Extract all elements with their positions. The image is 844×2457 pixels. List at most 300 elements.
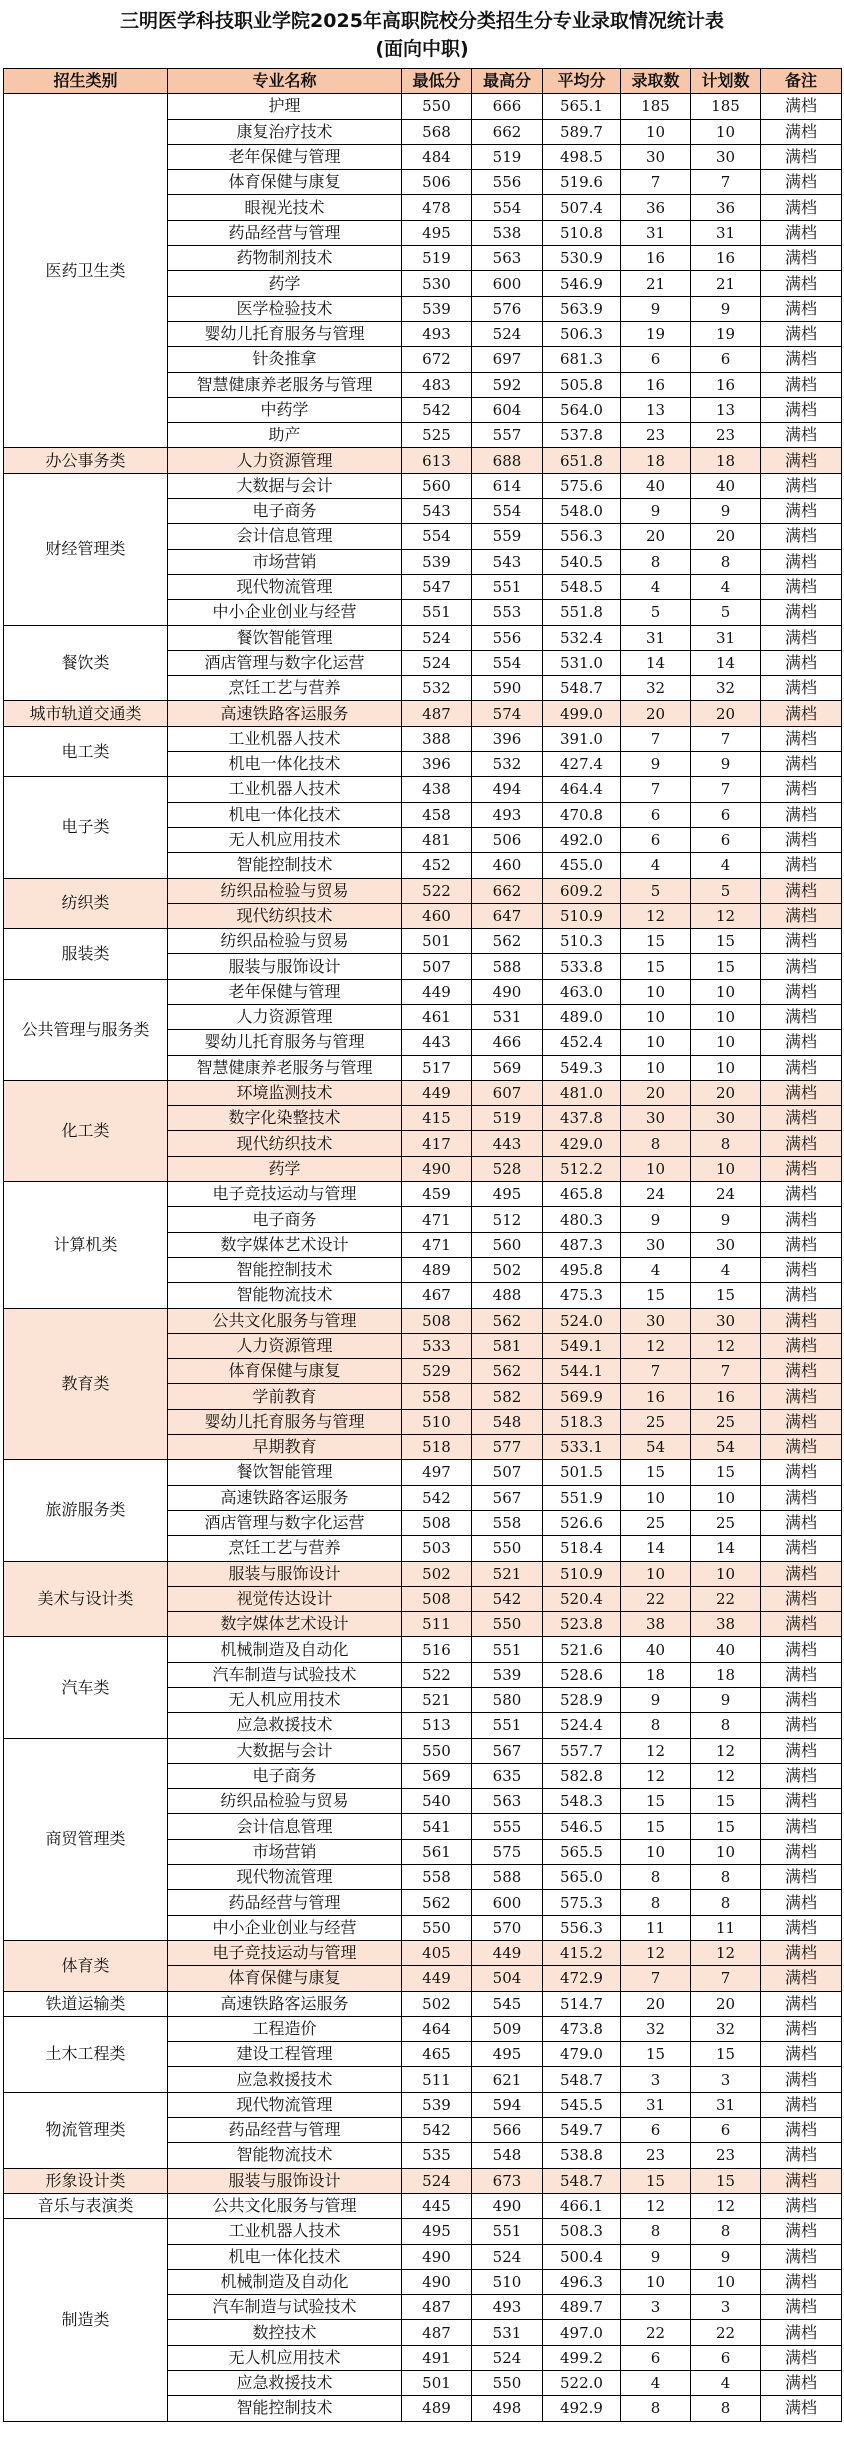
major-cell: 机电一体化技术	[168, 802, 402, 827]
planned-cell: 19	[691, 321, 761, 346]
avg-cell: 533.1	[543, 1435, 621, 1460]
major-cell: 学前教育	[168, 1384, 402, 1409]
planned-cell: 25	[691, 1510, 761, 1535]
major-cell: 服装与服饰设计	[168, 954, 402, 979]
table-row	[4, 1738, 842, 1763]
avg-cell: 472.9	[543, 1966, 621, 1991]
admitted-cell: 9	[621, 1207, 691, 1232]
min-cell: 511	[402, 1612, 472, 1637]
major-cell: 人力资源管理	[168, 1004, 402, 1029]
remark-cell: 满档	[761, 1485, 842, 1510]
max-cell: 490	[472, 979, 543, 1004]
table-row	[4, 726, 842, 751]
max-cell: 396	[472, 726, 543, 751]
remark-cell: 满档	[761, 2295, 842, 2320]
max-cell: 493	[472, 2295, 543, 2320]
avg-cell: 500.4	[543, 2244, 621, 2269]
planned-cell: 31	[691, 625, 761, 650]
remark-cell: 满档	[761, 296, 842, 321]
remark-cell: 满档	[761, 499, 842, 524]
admitted-cell: 10	[621, 1156, 691, 1181]
remark-cell: 满档	[761, 1688, 842, 1713]
remark-cell: 满档	[761, 1055, 842, 1080]
planned-cell: 3	[691, 2067, 761, 2092]
avg-cell: 495.8	[543, 1257, 621, 1282]
remark-cell: 满档	[761, 1991, 842, 2016]
table-row	[4, 625, 842, 650]
planned-cell: 15	[691, 1283, 761, 1308]
remark-cell: 满档	[761, 2269, 842, 2294]
avg-cell: 582.8	[543, 1763, 621, 1788]
admitted-cell: 15	[621, 954, 691, 979]
avg-cell: 548.7	[543, 676, 621, 701]
category-cell: 商贸管理类	[4, 1738, 168, 1940]
max-cell: 574	[472, 701, 543, 726]
max-cell: 567	[472, 1738, 543, 1763]
avg-cell: 589.7	[543, 119, 621, 144]
min-cell: 522	[402, 878, 472, 903]
min-cell: 483	[402, 372, 472, 397]
max-cell: 621	[472, 2067, 543, 2092]
major-cell: 婴幼儿托育服务与管理	[168, 1030, 402, 1055]
min-cell: 493	[402, 321, 472, 346]
max-cell: 594	[472, 2092, 543, 2117]
admitted-cell: 10	[621, 1030, 691, 1055]
max-cell: 488	[472, 1283, 543, 1308]
remark-cell: 满档	[761, 473, 842, 498]
max-cell: 557	[472, 423, 543, 448]
planned-cell: 54	[691, 1435, 761, 1460]
avg-cell: 505.8	[543, 372, 621, 397]
planned-cell: 4	[691, 574, 761, 599]
admitted-cell: 4	[621, 1257, 691, 1282]
avg-cell: 489.0	[543, 1004, 621, 1029]
min-cell: 532	[402, 676, 472, 701]
avg-cell: 510.8	[543, 220, 621, 245]
planned-cell: 8	[691, 549, 761, 574]
remark-cell: 满档	[761, 1586, 842, 1611]
category-cell: 电工类	[4, 726, 168, 777]
major-cell: 应急救援技术	[168, 1713, 402, 1738]
major-cell: 智能物流技术	[168, 1283, 402, 1308]
admitted-cell: 11	[621, 1915, 691, 1940]
avg-cell: 548.7	[543, 2168, 621, 2193]
max-cell: 524	[472, 321, 543, 346]
avg-cell: 508.3	[543, 2219, 621, 2244]
major-cell: 餐饮智能管理	[168, 1460, 402, 1485]
planned-cell: 18	[691, 448, 761, 473]
max-cell: 577	[472, 1435, 543, 1460]
major-cell: 现代纺织技术	[168, 1131, 402, 1156]
planned-cell: 10	[691, 1030, 761, 1055]
remark-cell: 满档	[761, 1460, 842, 1485]
table-row	[4, 2016, 842, 2041]
remark-cell: 满档	[761, 1940, 842, 1965]
major-cell: 中药学	[168, 397, 402, 422]
min-cell: 508	[402, 1586, 472, 1611]
remark-cell: 满档	[761, 574, 842, 599]
avg-cell: 546.9	[543, 271, 621, 296]
planned-cell: 9	[691, 296, 761, 321]
major-cell: 电子竞技运动与管理	[168, 1940, 402, 1965]
major-cell: 康复治疗技术	[168, 119, 402, 144]
avg-cell: 492.9	[543, 2396, 621, 2421]
remark-cell: 满档	[761, 1333, 842, 1358]
major-cell: 体育保健与康复	[168, 1966, 402, 1991]
planned-cell: 9	[691, 499, 761, 524]
admitted-cell: 7	[621, 777, 691, 802]
planned-cell: 10	[691, 1839, 761, 1864]
avg-cell: 565.0	[543, 1865, 621, 1890]
admitted-cell: 14	[621, 1536, 691, 1561]
min-cell: 478	[402, 195, 472, 220]
max-cell: 498	[472, 2396, 543, 2421]
avg-cell: 549.3	[543, 1055, 621, 1080]
min-cell: 495	[402, 2219, 472, 2244]
remark-cell: 满档	[761, 2371, 842, 2396]
avg-cell: 556.3	[543, 1915, 621, 1940]
table-row	[4, 2193, 842, 2218]
category-cell: 美术与设计类	[4, 1561, 168, 1637]
major-cell: 高速铁路客运服务	[168, 1991, 402, 2016]
remark-cell: 满档	[761, 321, 842, 346]
avg-cell: 501.5	[543, 1460, 621, 1485]
major-cell: 烹饪工艺与营养	[168, 1536, 402, 1561]
major-cell: 数控技术	[168, 2320, 402, 2345]
max-cell: 524	[472, 2244, 543, 2269]
table-row	[4, 1561, 842, 1586]
planned-cell: 15	[691, 1460, 761, 1485]
planned-cell: 9	[691, 1207, 761, 1232]
admitted-cell: 3	[621, 2295, 691, 2320]
min-cell: 388	[402, 726, 472, 751]
min-cell: 530	[402, 271, 472, 296]
max-cell: 555	[472, 1814, 543, 1839]
min-cell: 464	[402, 2016, 472, 2041]
remark-cell: 满档	[761, 1814, 842, 1839]
planned-cell: 185	[691, 94, 761, 119]
avg-cell: 549.1	[543, 1333, 621, 1358]
major-cell: 智能控制技术	[168, 2396, 402, 2421]
major-cell: 婴幼儿托育服务与管理	[168, 321, 402, 346]
max-cell: 521	[472, 1561, 543, 1586]
table-row	[4, 1308, 842, 1333]
planned-cell: 15	[691, 1789, 761, 1814]
planned-cell: 10	[691, 1004, 761, 1029]
major-cell: 机械制造及自动化	[168, 2269, 402, 2294]
remark-cell: 满档	[761, 979, 842, 1004]
table-row	[4, 979, 842, 1004]
max-cell: 662	[472, 878, 543, 903]
planned-cell: 7	[691, 1359, 761, 1384]
remark-cell: 满档	[761, 1536, 842, 1561]
min-cell: 550	[402, 1915, 472, 1940]
max-cell: 551	[472, 574, 543, 599]
planned-cell: 20	[691, 1080, 761, 1105]
major-cell: 机械制造及自动化	[168, 1637, 402, 1662]
max-cell: 543	[472, 549, 543, 574]
planned-cell: 12	[691, 903, 761, 928]
remark-cell: 满档	[761, 119, 842, 144]
remark-cell: 满档	[761, 676, 842, 701]
planned-cell: 31	[691, 2092, 761, 2117]
planned-cell: 23	[691, 423, 761, 448]
category-cell: 化工类	[4, 1080, 168, 1181]
max-cell: 548	[472, 2143, 543, 2168]
major-cell: 数字媒体艺术设计	[168, 1232, 402, 1257]
planned-cell: 12	[691, 1333, 761, 1358]
planned-cell: 8	[691, 1131, 761, 1156]
min-cell: 490	[402, 1156, 472, 1181]
admitted-cell: 15	[621, 1460, 691, 1485]
admitted-cell: 7	[621, 170, 691, 195]
planned-cell: 9	[691, 2244, 761, 2269]
major-cell: 婴幼儿托育服务与管理	[168, 1409, 402, 1434]
major-cell: 早期教育	[168, 1435, 402, 1460]
remark-cell: 满档	[761, 1763, 842, 1788]
admitted-cell: 6	[621, 347, 691, 372]
category-cell: 公共管理与服务类	[4, 979, 168, 1080]
avg-cell: 464.4	[543, 777, 621, 802]
remark-cell: 满档	[761, 625, 842, 650]
planned-cell: 6	[691, 347, 761, 372]
major-cell: 人力资源管理	[168, 448, 402, 473]
avg-cell: 565.1	[543, 94, 621, 119]
remark-cell: 满档	[761, 170, 842, 195]
major-cell: 中小企业创业与经营	[168, 1915, 402, 1940]
avg-cell: 519.6	[543, 170, 621, 195]
min-cell: 484	[402, 144, 472, 169]
max-cell: 558	[472, 1510, 543, 1535]
planned-cell: 8	[691, 2396, 761, 2421]
planned-cell: 4	[691, 2371, 761, 2396]
major-cell: 高速铁路客运服务	[168, 1485, 402, 1510]
min-cell: 542	[402, 1485, 472, 1510]
max-cell: 542	[472, 1586, 543, 1611]
max-cell: 588	[472, 1865, 543, 1890]
avg-cell: 415.2	[543, 1940, 621, 1965]
major-cell: 会计信息管理	[168, 1814, 402, 1839]
max-cell: 647	[472, 903, 543, 928]
admitted-cell: 15	[621, 1789, 691, 1814]
avg-cell: 507.4	[543, 195, 621, 220]
avg-cell: 528.9	[543, 1688, 621, 1713]
max-cell: 569	[472, 1055, 543, 1080]
max-cell: 563	[472, 1789, 543, 1814]
avg-cell: 506.3	[543, 321, 621, 346]
avg-cell: 499.0	[543, 701, 621, 726]
remark-cell: 满档	[761, 1713, 842, 1738]
admitted-cell: 20	[621, 524, 691, 549]
category-cell: 教育类	[4, 1308, 168, 1460]
max-cell: 635	[472, 1763, 543, 1788]
remark-cell: 满档	[761, 2244, 842, 2269]
max-cell: 524	[472, 2345, 543, 2370]
min-cell: 541	[402, 1814, 472, 1839]
planned-cell: 9	[691, 1688, 761, 1713]
min-cell: 558	[402, 1384, 472, 1409]
planned-cell: 10	[691, 1055, 761, 1080]
remark-cell: 满档	[761, 1207, 842, 1232]
remark-cell: 满档	[761, 1257, 842, 1282]
major-cell: 汽车制造与试验技术	[168, 1662, 402, 1687]
planned-cell: 7	[691, 1966, 761, 1991]
category-cell: 铁道运输类	[4, 1991, 168, 2016]
max-cell: 563	[472, 246, 543, 271]
avg-cell: 480.3	[543, 1207, 621, 1232]
admitted-cell: 10	[621, 2269, 691, 2294]
remark-cell: 满档	[761, 1738, 842, 1763]
planned-cell: 7	[691, 777, 761, 802]
admitted-cell: 8	[621, 1131, 691, 1156]
min-cell: 529	[402, 1359, 472, 1384]
category-cell: 财经管理类	[4, 473, 168, 625]
major-cell: 医学检验技术	[168, 296, 402, 321]
major-cell: 工程造价	[168, 2016, 402, 2041]
table-row	[4, 1460, 842, 1485]
admitted-cell: 30	[621, 1106, 691, 1131]
planned-cell: 21	[691, 271, 761, 296]
min-cell: 547	[402, 574, 472, 599]
min-cell: 417	[402, 1131, 472, 1156]
avg-cell: 391.0	[543, 726, 621, 751]
admitted-cell: 6	[621, 2118, 691, 2143]
min-cell: 550	[402, 1738, 472, 1763]
max-cell: 504	[472, 1966, 543, 1991]
major-cell: 助产	[168, 423, 402, 448]
avg-cell: 551.9	[543, 1485, 621, 1510]
avg-cell: 465.8	[543, 1182, 621, 1207]
min-cell: 490	[402, 2244, 472, 2269]
min-cell: 471	[402, 1232, 472, 1257]
min-cell: 460	[402, 903, 472, 928]
remark-cell: 满档	[761, 2345, 842, 2370]
category-cell: 体育类	[4, 1940, 168, 1991]
min-cell: 489	[402, 2396, 472, 2421]
min-cell: 465	[402, 2042, 472, 2067]
admitted-cell: 4	[621, 574, 691, 599]
table-row	[4, 1637, 842, 1662]
admitted-cell: 16	[621, 1384, 691, 1409]
category-cell: 纺织类	[4, 878, 168, 929]
admitted-cell: 8	[621, 2219, 691, 2244]
max-cell: 493	[472, 802, 543, 827]
category-cell: 汽车类	[4, 1637, 168, 1738]
major-cell: 智能物流技术	[168, 2143, 402, 2168]
category-cell: 物流管理类	[4, 2092, 168, 2168]
major-cell: 老年保健与管理	[168, 144, 402, 169]
avg-cell: 492.0	[543, 827, 621, 852]
planned-cell: 8	[691, 1713, 761, 1738]
avg-cell: 528.6	[543, 1662, 621, 1687]
max-cell: 554	[472, 195, 543, 220]
admitted-cell: 31	[621, 220, 691, 245]
max-cell: 449	[472, 1940, 543, 1965]
planned-cell: 22	[691, 2320, 761, 2345]
min-cell: 503	[402, 1536, 472, 1561]
planned-cell: 7	[691, 726, 761, 751]
min-cell: 449	[402, 1080, 472, 1105]
min-cell: 495	[402, 220, 472, 245]
avg-cell: 522.0	[543, 2371, 621, 2396]
min-cell: 524	[402, 650, 472, 675]
planned-cell: 31	[691, 220, 761, 245]
avg-cell: 548.5	[543, 574, 621, 599]
major-cell: 电子商务	[168, 1763, 402, 1788]
header-avg-score: 平均分	[543, 69, 621, 94]
admitted-cell: 20	[621, 701, 691, 726]
min-cell: 491	[402, 2345, 472, 2370]
category-cell: 餐饮类	[4, 625, 168, 701]
max-cell: 570	[472, 1915, 543, 1940]
avg-cell: 538.8	[543, 2143, 621, 2168]
remark-cell: 满档	[761, 1839, 842, 1864]
admitted-cell: 23	[621, 423, 691, 448]
remark-cell: 满档	[761, 2092, 842, 2117]
remark-cell: 满档	[761, 2118, 842, 2143]
max-cell: 548	[472, 1409, 543, 1434]
admitted-cell: 16	[621, 246, 691, 271]
remark-cell: 满档	[761, 802, 842, 827]
max-cell: 604	[472, 397, 543, 422]
max-cell: 575	[472, 1839, 543, 1864]
planned-cell: 25	[691, 1409, 761, 1434]
avg-cell: 463.0	[543, 979, 621, 1004]
min-cell: 449	[402, 979, 472, 1004]
min-cell: 551	[402, 600, 472, 625]
planned-cell: 6	[691, 827, 761, 852]
max-cell: 600	[472, 271, 543, 296]
max-cell: 531	[472, 1004, 543, 1029]
avg-cell: 681.3	[543, 347, 621, 372]
min-cell: 459	[402, 1182, 472, 1207]
major-cell: 视觉传达设计	[168, 1586, 402, 1611]
major-cell: 服装与服饰设计	[168, 1561, 402, 1586]
avg-cell: 531.0	[543, 650, 621, 675]
planned-cell: 10	[691, 979, 761, 1004]
max-cell: 566	[472, 2118, 543, 2143]
remark-cell: 满档	[761, 1232, 842, 1257]
remark-cell: 满档	[761, 1966, 842, 1991]
remark-cell: 满档	[761, 1915, 842, 1940]
admitted-cell: 6	[621, 802, 691, 827]
admitted-cell: 3	[621, 2067, 691, 2092]
avg-cell: 487.3	[543, 1232, 621, 1257]
admitted-cell: 12	[621, 903, 691, 928]
admitted-cell: 15	[621, 1814, 691, 1839]
min-cell: 489	[402, 1257, 472, 1282]
planned-cell: 11	[691, 1915, 761, 1940]
planned-cell: 40	[691, 1637, 761, 1662]
planned-cell: 12	[691, 1738, 761, 1763]
max-cell: 556	[472, 625, 543, 650]
major-cell: 护理	[168, 94, 402, 119]
min-cell: 539	[402, 2092, 472, 2117]
remark-cell: 满档	[761, 1131, 842, 1156]
major-cell: 酒店管理与数字化运营	[168, 650, 402, 675]
planned-cell: 4	[691, 1257, 761, 1282]
avg-cell: 497.0	[543, 2320, 621, 2345]
avg-cell: 479.0	[543, 2042, 621, 2067]
admitted-cell: 7	[621, 726, 691, 751]
min-cell: 539	[402, 296, 472, 321]
avg-cell: 510.3	[543, 929, 621, 954]
admitted-cell: 36	[621, 195, 691, 220]
max-cell: 688	[472, 448, 543, 473]
table-row	[4, 448, 842, 473]
max-cell: 614	[472, 473, 543, 498]
admitted-cell: 12	[621, 1940, 691, 1965]
